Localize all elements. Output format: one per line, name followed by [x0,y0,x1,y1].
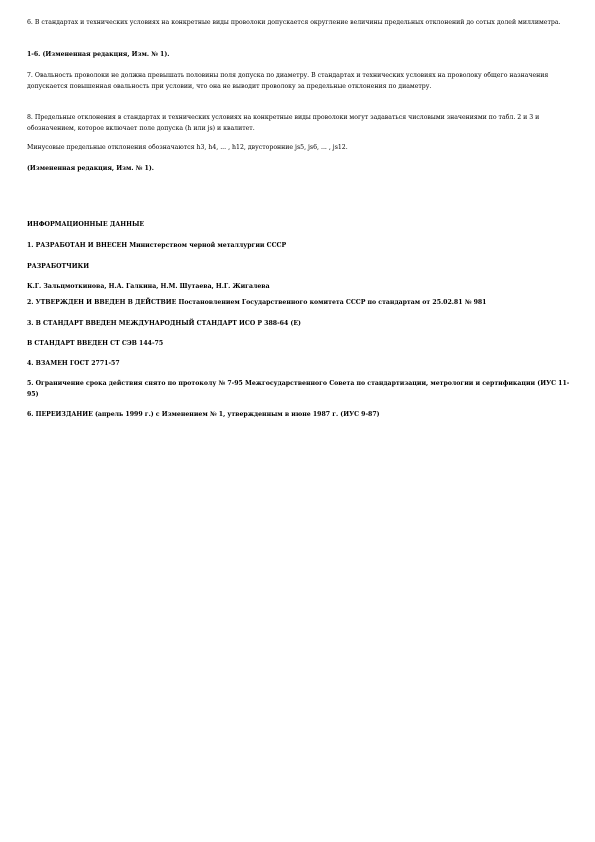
info-item-3b: В СТАНДАРТ ВВЕДЕН СТ СЭВ 144-75 [27,340,164,347]
info-item-2: 2. УТВЕРЖДЕН И ВВЕДЕН В ДЕЙСТВИЕ Постановлением Государственного комитета СССР по стандартам от 25.02.81 № 981 [27,299,487,306]
info-item-5: 5. Ограничение срока действия снято по протоколу № 7-95 Межгосударственного Совета по стандартизации, метрологии и сертификации (ИУС 11-95) [27,380,570,398]
amendment-note-1: 1-6. (Измененная редакция, Изм. № 1). [27,51,170,58]
info-item-3: 3. В СТАНДАРТ ВВЕДЕН МЕЖДУНАРОДНЫЙ СТАНДАРТ ИСО Р 388-64 (Е) [27,320,301,327]
paragraph-8: 8. Предельные отклонения в стандартах и технических условиях на конкретные виды проволоки могут задаваться числовыми значениями по табл. 2 и 3 и обозначением, которое включает поле допуска (h или js) и квалитет. [27,114,540,132]
info-item-4: 4. ВЗАМЕН ГОСТ 2771-57 [27,360,120,367]
info-item-1: 1. РАЗРАБОТАН И ВНЕСЕН Министерством черной металлургии СССР [27,242,287,249]
developers-list: К.Г. Зальцмоткинова, Н.А. Галкина, Н.М. Шутаева, Н.Г. Жигалева [27,283,270,290]
info-item-6: 6. ПЕРЕИЗДАНИЕ (апрель 1999 г.) с Изменением № 1, утвержденным в июне 1987 г. (ИУС 9-87) [27,411,380,418]
developers-heading: РАЗРАБОТЧИКИ [27,263,90,270]
amendment-note-2: (Измененная редакция, Изм. № 1). [27,165,154,172]
tolerance-designations: Минусовые предельные отклонения обозначаются h3, h4, ... , h12, двусторонние js5, js6, ... , js12. [27,144,348,151]
paragraph-6: 6. В стандартах и технических условиях на конкретные виды проволоки допускается округление величины предельных отклонений до сотых долей миллиметра. [27,19,561,26]
paragraph-7: 7. Овальность проволоки не должна превышать половины поля допуска по диаметру. В стандартах и технических условиях на проволоку общего назначения допускается повышенная овальность при условии, что она не выводит проволоку за предельные отклонения по диаметру. [27,72,549,90]
info-heading: ИНФОРМАЦИОННЫЕ ДАННЫЕ [27,221,145,228]
